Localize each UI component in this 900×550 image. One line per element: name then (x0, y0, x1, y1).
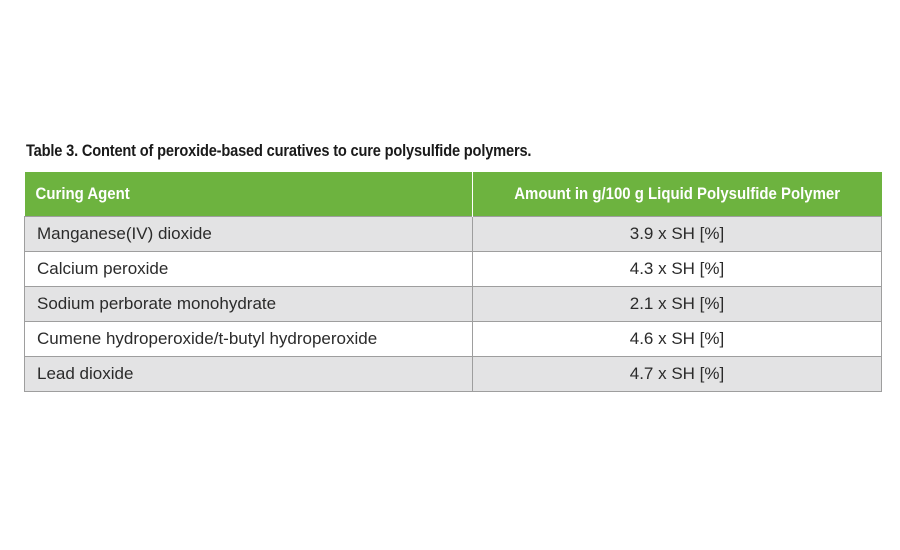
curatives-table (24, 172, 882, 392)
column-header-amount: Amount in g/100 g Liquid Polysulfide Polymer (473, 172, 882, 217)
column-header-curing-agent: Curing Agent (25, 172, 473, 217)
amount-cell: 4.3 x SH [%] (473, 252, 882, 287)
curing-agent-cell: Cumene hydroperoxide/t-butyl hydroperoxide (25, 322, 473, 357)
table-row (25, 252, 882, 287)
table-row (25, 357, 882, 392)
table-header-row (25, 172, 882, 217)
curing-agent-cell: Calcium peroxide (25, 252, 473, 287)
curing-agent-cell: Sodium perborate monohydrate (25, 287, 473, 322)
amount-cell: 4.6 x SH [%] (473, 322, 882, 357)
amount-cell: 4.7 x SH [%] (473, 357, 882, 392)
table-row (25, 322, 882, 357)
table-row (25, 287, 882, 322)
amount-cell: 3.9 x SH [%] (473, 217, 882, 252)
amount-cell: 2.1 x SH [%] (473, 287, 882, 322)
curing-agent-cell: Lead dioxide (25, 357, 473, 392)
table-caption: Table 3. Content of peroxide-based curatives to cure polysulfide polymers. (26, 141, 532, 160)
table-row (25, 217, 882, 252)
curing-agent-cell: Manganese(IV) dioxide (25, 217, 473, 252)
